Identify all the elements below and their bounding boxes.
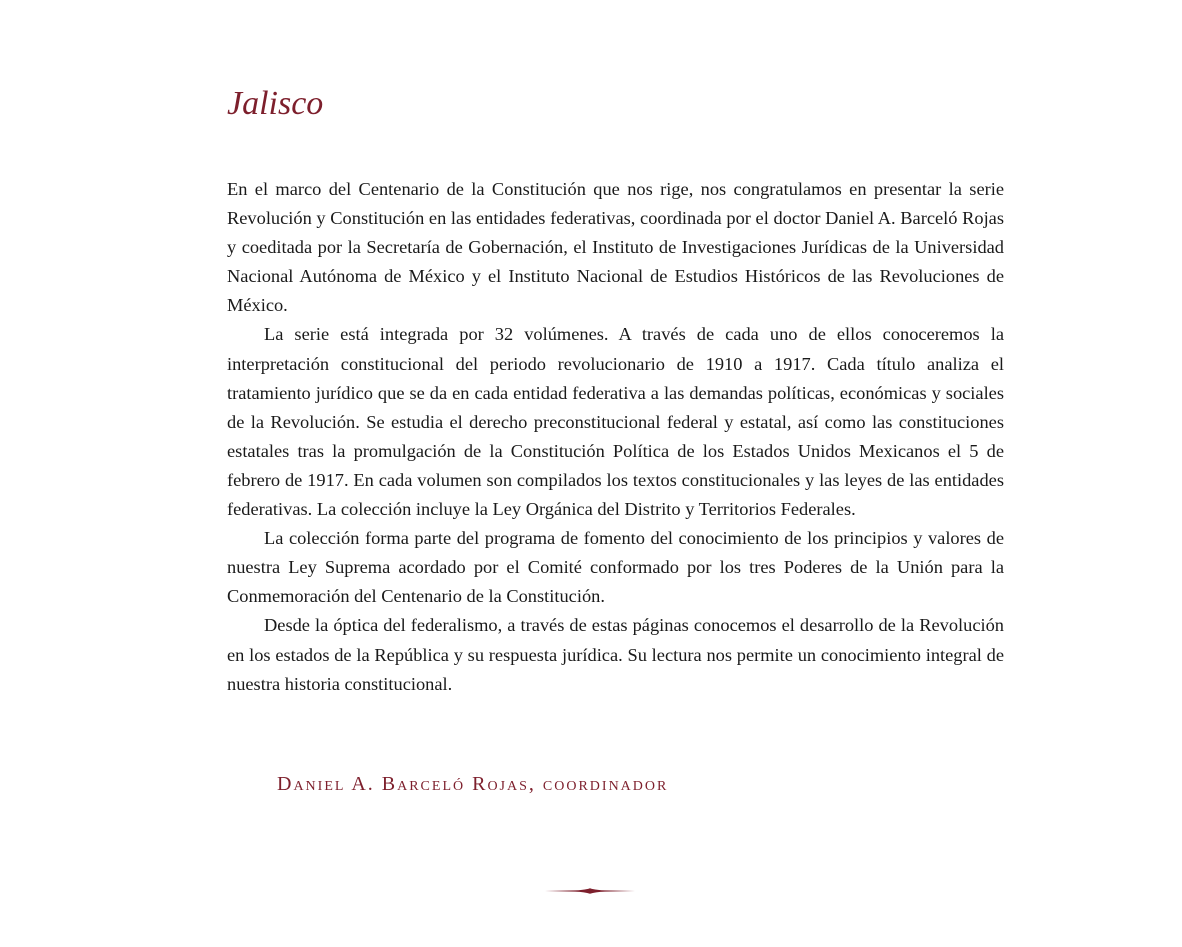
decorative-rule-icon (545, 885, 635, 897)
page-title: Jalisco (227, 85, 324, 122)
signature: Daniel A. Barceló Rojas, coordinador (277, 773, 669, 795)
paragraph-series: La serie está integrada por 32 volúmenes. A través de cada uno de ellos conoceremos la interpretación constitucional del periodo revolucionario de 1910 a 1917. Cada título analiza el tratamiento jurídico que se da en cada entidad federativa a las demandas políticas, económicas y sociales de la Revolución. Se estudia el derecho preconstitucional federal y estatal, así como las constituciones estatales tras la promulgación de la Constitución Política de los Estados Unidos Mexicanos el 5 de febrero de 1917. En cada volumen son compilados los textos constitucionales y las leyes de las entidades federativas. La colección incluye la Ley Orgánica del Distrito y Territorios Federales. (227, 324, 1004, 520)
paragraph-intro: En el marco del Centenario de la Constitución que nos rige, nos congratulamos en presentar la serie Revolución y Constitución en las entidades federativas, coordinada por el doctor Daniel A. Barceló Rojas y coeditada por la Secretaría de Gobernación, el Instituto de Investigaciones Jurídicas de la Universidad Nacional Autónoma de México y el Instituto Nacional de Estudios Históricos de las Revoluciones de México. (227, 179, 1004, 316)
paragraph-federalism: Desde la óptica del federalismo, a través de estas páginas conocemos el desarrollo de la Revolución en los estados de la República y su respuesta jurídica. Su lectura nos permite un conocimiento integral de nuestra historia constitucional. (227, 615, 1004, 694)
paragraph-program: La colección forma parte del programa de fomento del conocimiento de los principios y valores de nuestra Ley Suprema acordado por el Comité conformado por los tres Poderes de la Unión para la Conmemoración del Centenario de la Constitución. (227, 528, 1004, 607)
body-text (227, 175, 1004, 699)
